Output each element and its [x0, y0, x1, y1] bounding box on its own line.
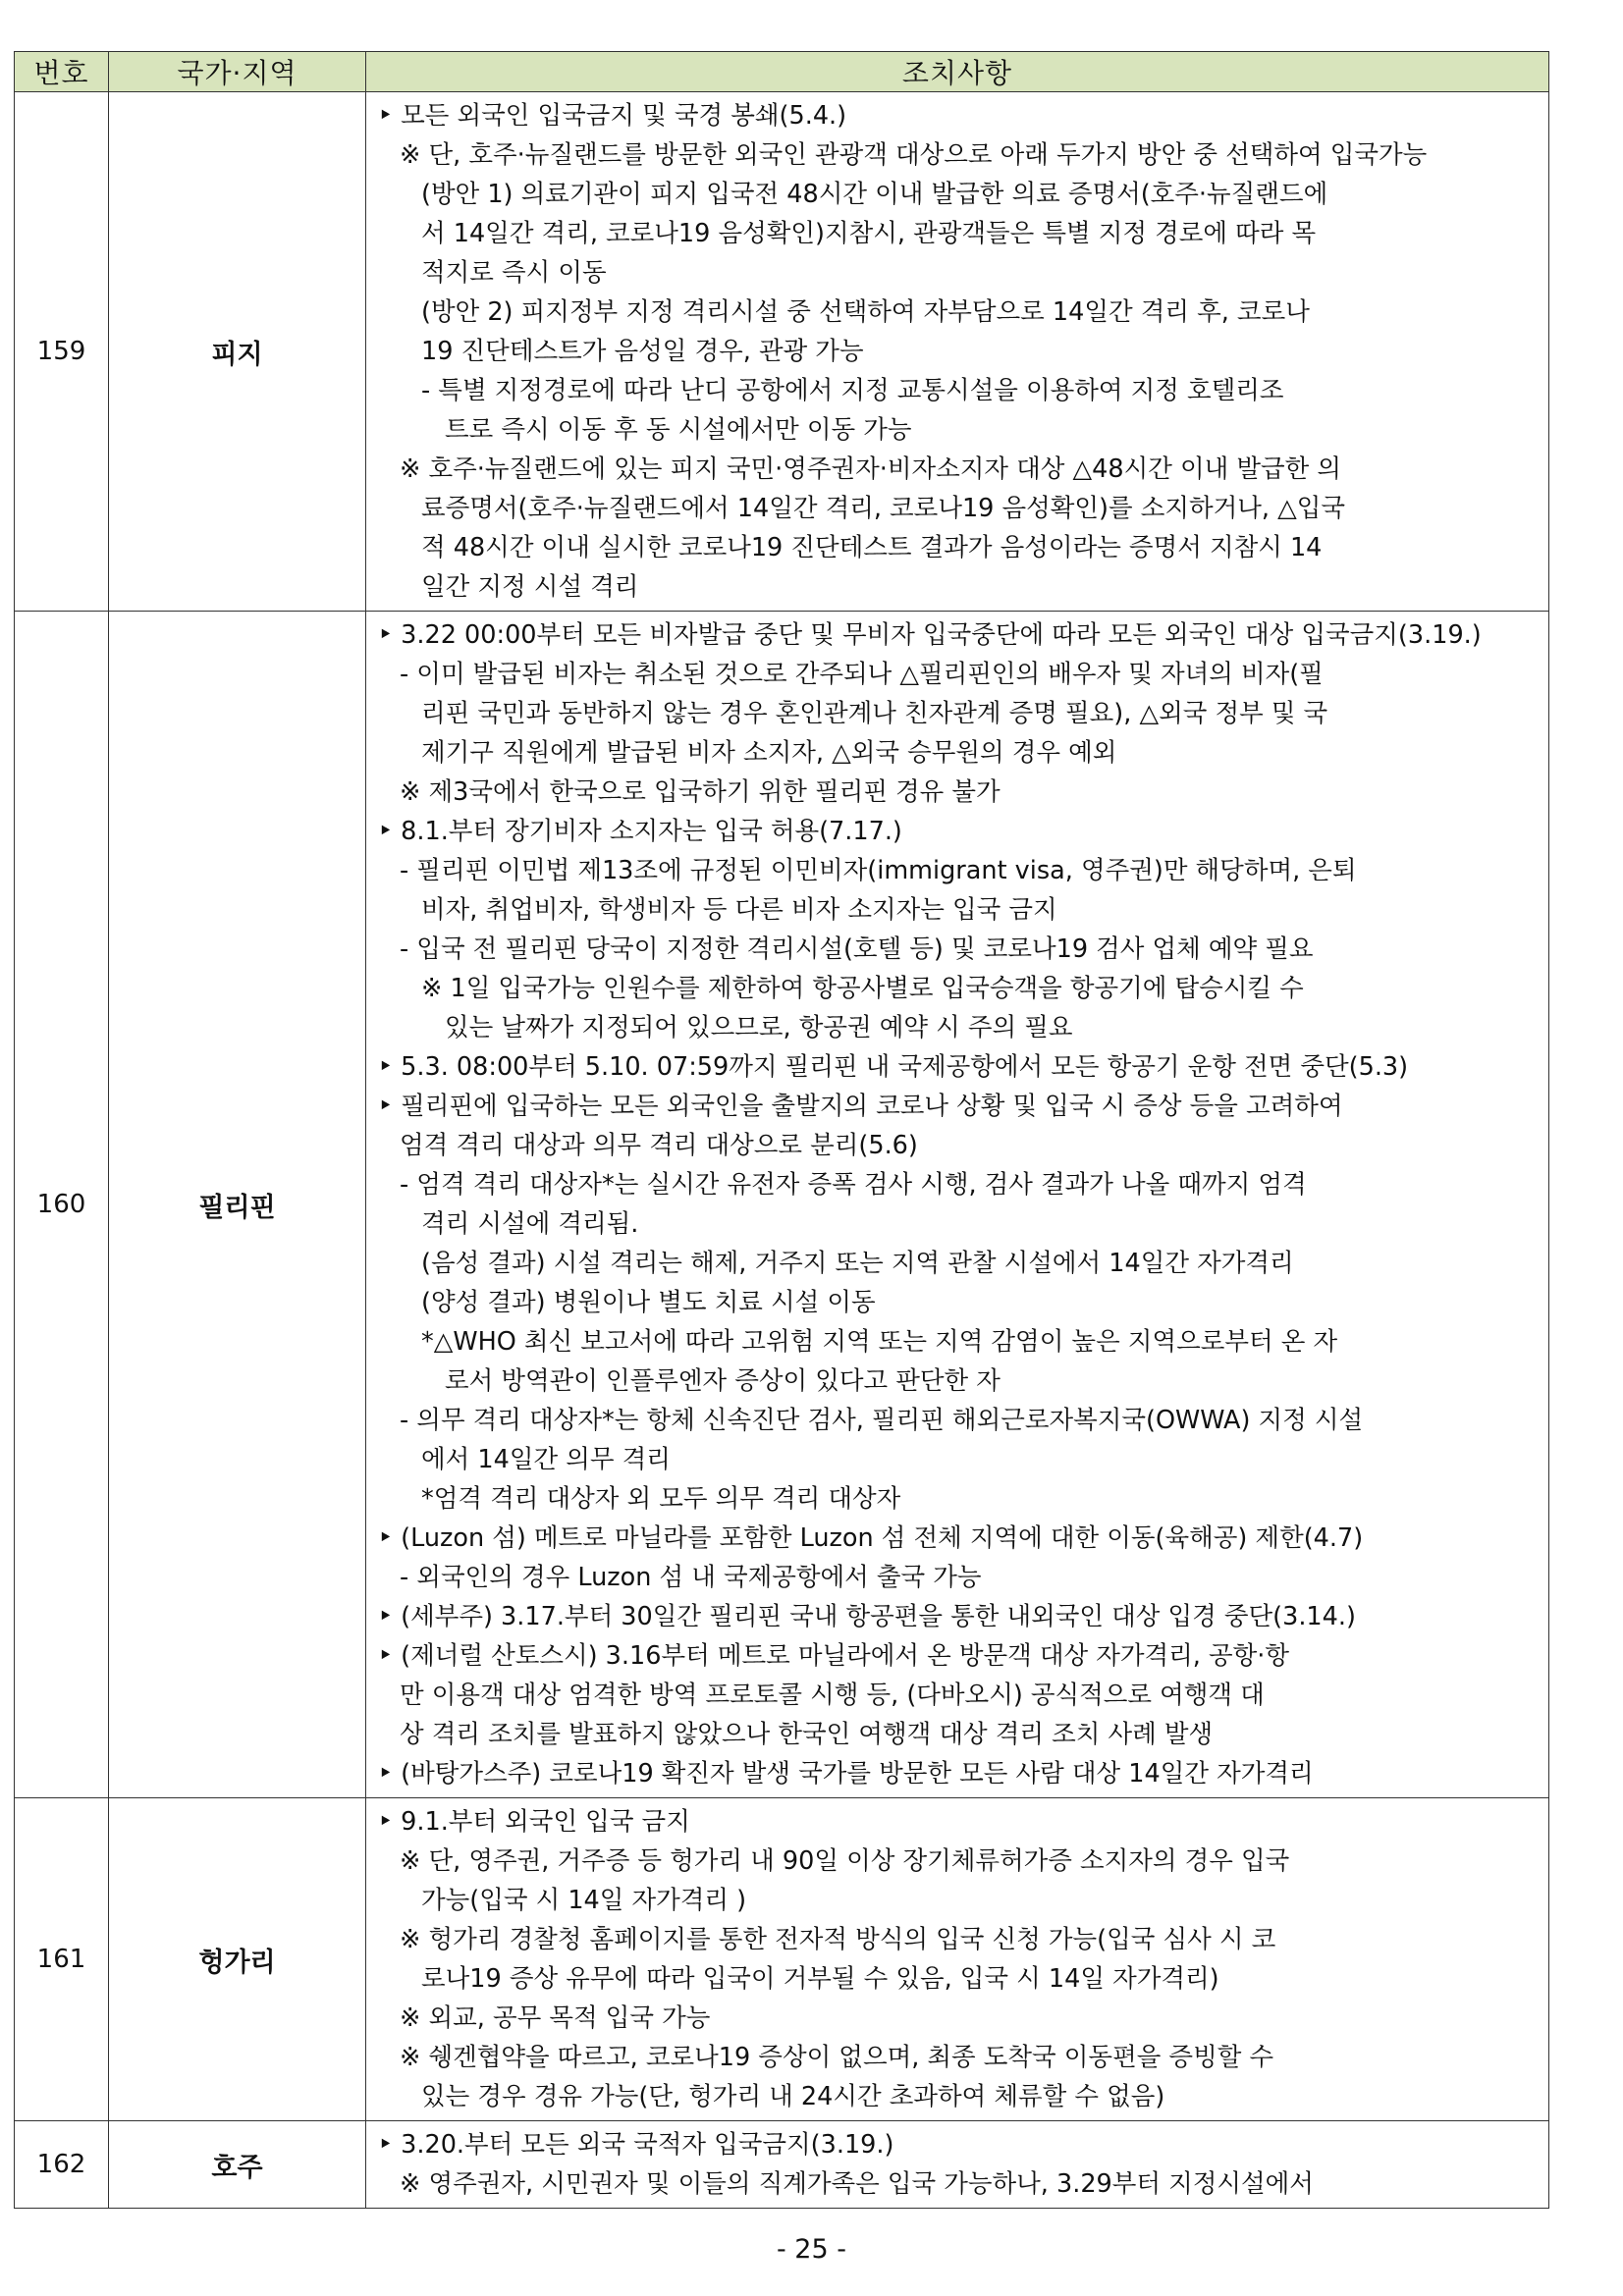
measure-line: 가능(입국 시 14일 자가격리 ) — [421, 1886, 747, 1915]
measure-line: ‣ 모든 외국인 입국금지 및 국경 봉쇄(5.4.) — [378, 101, 847, 131]
row-measures — [366, 92, 1549, 612]
measure-line: 리핀 국민과 동반하지 않는 경우 혼인관계나 친자관계 증명 필요), △외국 정부 및 국 — [421, 699, 1328, 728]
measure-line: (방안 1) 의료기관이 피지 입국전 48시간 이내 발급한 의료 증명서(호주·뉴질랜드에 — [421, 180, 1328, 209]
measure-line: 적 48시간 이내 실시한 코로나19 진단테스트 결과가 음성이라는 증명서 지참시 14 — [421, 533, 1323, 562]
header-country: 국가·지역 — [109, 52, 366, 92]
measures-table — [14, 51, 1549, 2209]
row-measures — [366, 612, 1549, 1798]
measure-line: 제기구 직원에게 발급된 비자 소지자, △외국 승무원의 경우 예외 — [421, 738, 1117, 768]
measure-line: 적지로 즉시 이동 — [421, 258, 607, 288]
measure-line: 로나19 증상 유무에 따라 입국이 거부될 수 있음, 입국 시 14일 자가격리) — [421, 1964, 1219, 1994]
measure-line: ※ 영주권자, 시민권자 및 이들의 직계가족은 입국 가능하나, 3.29부터 지정시설에서 — [400, 2169, 1314, 2199]
measure-line: ‣ (제너럴 산토스시) 3.16부터 메트로 마닐라에서 온 방문객 대상 자가격리, 공항·항 — [378, 1641, 1289, 1671]
table-row — [15, 612, 1549, 1798]
row-number: 160 — [15, 612, 109, 1798]
measure-line: ‣ (세부주) 3.17.부터 30일간 필리핀 국내 항공편을 통한 내외국인 대상 입경 중단(3.14.) — [378, 1602, 1356, 1631]
measure-line: - 필리핀 이민법 제13조에 규정된 이민비자(immigrant visa, 영주권)만 해당하며, 은퇴 — [400, 856, 1357, 885]
measure-line: ※ 외교, 공무 목적 입국 가능 — [400, 2003, 711, 2033]
measure-line: ※ 제3국에서 한국으로 입국하기 위한 필리핀 경유 불가 — [400, 777, 1001, 807]
table-row — [15, 92, 1549, 612]
measure-line: ‣ 9.1.부터 외국인 입국 금지 — [378, 1807, 690, 1837]
measure-line: - 입국 전 필리핀 당국이 지정한 격리시설(호텔 등) 및 코로나19 검사 업체 예약 필요 — [400, 934, 1314, 964]
page-number: - 25 - — [776, 2234, 846, 2265]
measure-line: 19 진단테스트가 음성일 경우, 관광 가능 — [421, 337, 864, 366]
measure-line: - 엄격 격리 대상자*는 실시간 유전자 증폭 검사 시행, 검사 결과가 나올 때까지 엄격 — [400, 1170, 1307, 1200]
measure-line: (양성 결과) 병원이나 별도 치료 시설 이동 — [421, 1288, 876, 1317]
measure-line: 엄격 격리 대상과 의무 격리 대상으로 분리(5.6) — [400, 1131, 918, 1160]
measure-line: ‣ (바탕가스주) 코로나19 확진자 발생 국가를 방문한 모든 사람 대상 14일간 자가격리 — [378, 1759, 1314, 1789]
measure-line: ‣ 3.20.부터 모든 외국 국적자 입국금지(3.19.) — [378, 2130, 894, 2160]
measure-line: - 의무 격리 대상자*는 항체 신속진단 검사, 필리핀 해외근로자복지국(OWWA) 지정 시설 — [400, 1406, 1364, 1435]
measure-line: 격리 시설에 격리됨. — [421, 1209, 639, 1239]
measure-line: (방안 2) 피지정부 지정 격리시설 중 선택하여 자부담으로 14일간 격리 후, 코로나 — [421, 297, 1310, 327]
measure-line: ‣ 5.3. 08:00부터 5.10. 07:59까지 필리핀 내 국제공항에서 모든 항공기 운항 전면 중단(5.3) — [378, 1052, 1409, 1082]
row-measures — [366, 1798, 1549, 2121]
measure-line: (음성 결과) 시설 격리는 해제, 거주지 또는 지역 관찰 시설에서 14일간 자가격리 — [421, 1249, 1294, 1278]
measure-line: 료증명서(호주·뉴질랜드에서 14일간 격리, 코로나19 음성확인)를 소지하거나, △입국 — [421, 494, 1345, 523]
row-number: 161 — [15, 1798, 109, 2121]
measure-line: ※ 단, 호주·뉴질랜드를 방문한 외국인 관광객 대상으로 아래 두가지 방안 중 선택하여 입국가능 — [400, 140, 1428, 170]
measure-line: ※ 단, 영주권, 거주증 등 헝가리 내 90일 이상 장기체류허가증 소지자의 경우 입국 — [400, 1846, 1290, 1876]
measure-line: 만 이용객 대상 엄격한 방역 프로토콜 시행 등, (다바오시) 공식적으로 여행객 대 — [400, 1681, 1265, 1710]
row-country: 헝가리 — [109, 1798, 366, 2121]
row-country: 필리핀 — [109, 612, 366, 1798]
measure-line: ‣ 8.1.부터 장기비자 소지자는 입국 허용(7.17.) — [378, 817, 902, 846]
measure-line: 트로 즉시 이동 후 동 시설에서만 이동 가능 — [445, 415, 912, 445]
measure-line: ※ 쉥겐협약을 따르고, 코로나19 증상이 없으며, 최종 도착국 이동편을 증빙할 수 — [400, 2043, 1274, 2072]
measure-line: 상 격리 조치를 발표하지 않았으나 한국인 여행객 대상 격리 조치 사례 발생 — [400, 1720, 1214, 1749]
measure-line: 로서 방역관이 인플루엔자 증상이 있다고 판단한 자 — [445, 1366, 1001, 1396]
measure-line: - 이미 발급된 비자는 취소된 것으로 간주되나 △필리핀인의 배우자 및 자녀의 비자(필 — [400, 660, 1324, 689]
measure-line: 일간 지정 시설 격리 — [421, 572, 639, 602]
measure-line: *△WHO 최신 보고서에 따라 고위험 지역 또는 지역 감염이 높은 지역으로부터 온 자 — [421, 1327, 1338, 1357]
measure-line: 비자, 취업비자, 학생비자 등 다른 비자 소지자는 입국 금지 — [421, 895, 1057, 925]
table-row — [15, 1798, 1549, 2121]
measure-line: ‣ (Luzon 섬) 메트로 마닐라를 포함한 Luzon 섬 전체 지역에 대한 이동(육해공) 제한(4.7) — [378, 1523, 1364, 1553]
measure-line: 있는 경우 경유 가능(단, 헝가리 내 24시간 초과하여 체류할 수 없음) — [421, 2082, 1165, 2111]
row-country: 피지 — [109, 92, 366, 612]
header-measures: 조치사항 — [366, 52, 1549, 92]
table-header-row — [15, 52, 1549, 92]
measure-line: *엄격 격리 대상자 외 모두 의무 격리 대상자 — [421, 1484, 901, 1514]
row-country: 호주 — [109, 2121, 366, 2209]
measure-line: - 외국인의 경우 Luzon 섬 내 국제공항에서 출국 가능 — [400, 1563, 982, 1592]
table-body — [15, 92, 1549, 2209]
measure-line: ※ 헝가리 경찰청 홈페이지를 통한 전자적 방식의 입국 신청 가능(입국 심사 시 코 — [400, 1925, 1276, 1954]
row-number: 162 — [15, 2121, 109, 2209]
header-number: 번호 — [15, 52, 109, 92]
measure-line: 에서 14일간 의무 격리 — [421, 1445, 671, 1474]
row-number: 159 — [15, 92, 109, 612]
measure-line: ‣ 필리핀에 입국하는 모든 외국인을 출발지의 코로나 상황 및 입국 시 증상 등을 고려하여 — [378, 1092, 1343, 1121]
measure-line: ※ 호주·뉴질랜드에 있는 피지 국민·영주권자·비자소지자 대상 △48시간 이내 발급한 의 — [400, 454, 1341, 484]
row-measures — [366, 2121, 1549, 2209]
measure-line: 있는 날짜가 지정되어 있으므로, 항공권 예약 시 주의 필요 — [445, 1013, 1073, 1042]
measure-line: ※ 1일 입국가능 인원수를 제한하여 항공사별로 입국승객을 항공기에 탑승시킬 수 — [421, 974, 1304, 1003]
measure-line: - 특별 지정경로에 따라 난디 공항에서 지정 교통시설을 이용하여 지정 호텔리조 — [421, 376, 1284, 405]
measure-line: 서 14일간 격리, 코로나19 음성확인)지참시, 관광객들은 특별 지정 경로에 따라 목 — [421, 219, 1317, 248]
measure-line: ‣ 3.22 00:00부터 모든 비자발급 중단 및 무비자 입국중단에 따라 모든 외국인 대상 입국금지(3.19.) — [378, 620, 1482, 650]
table-row — [15, 2121, 1549, 2209]
